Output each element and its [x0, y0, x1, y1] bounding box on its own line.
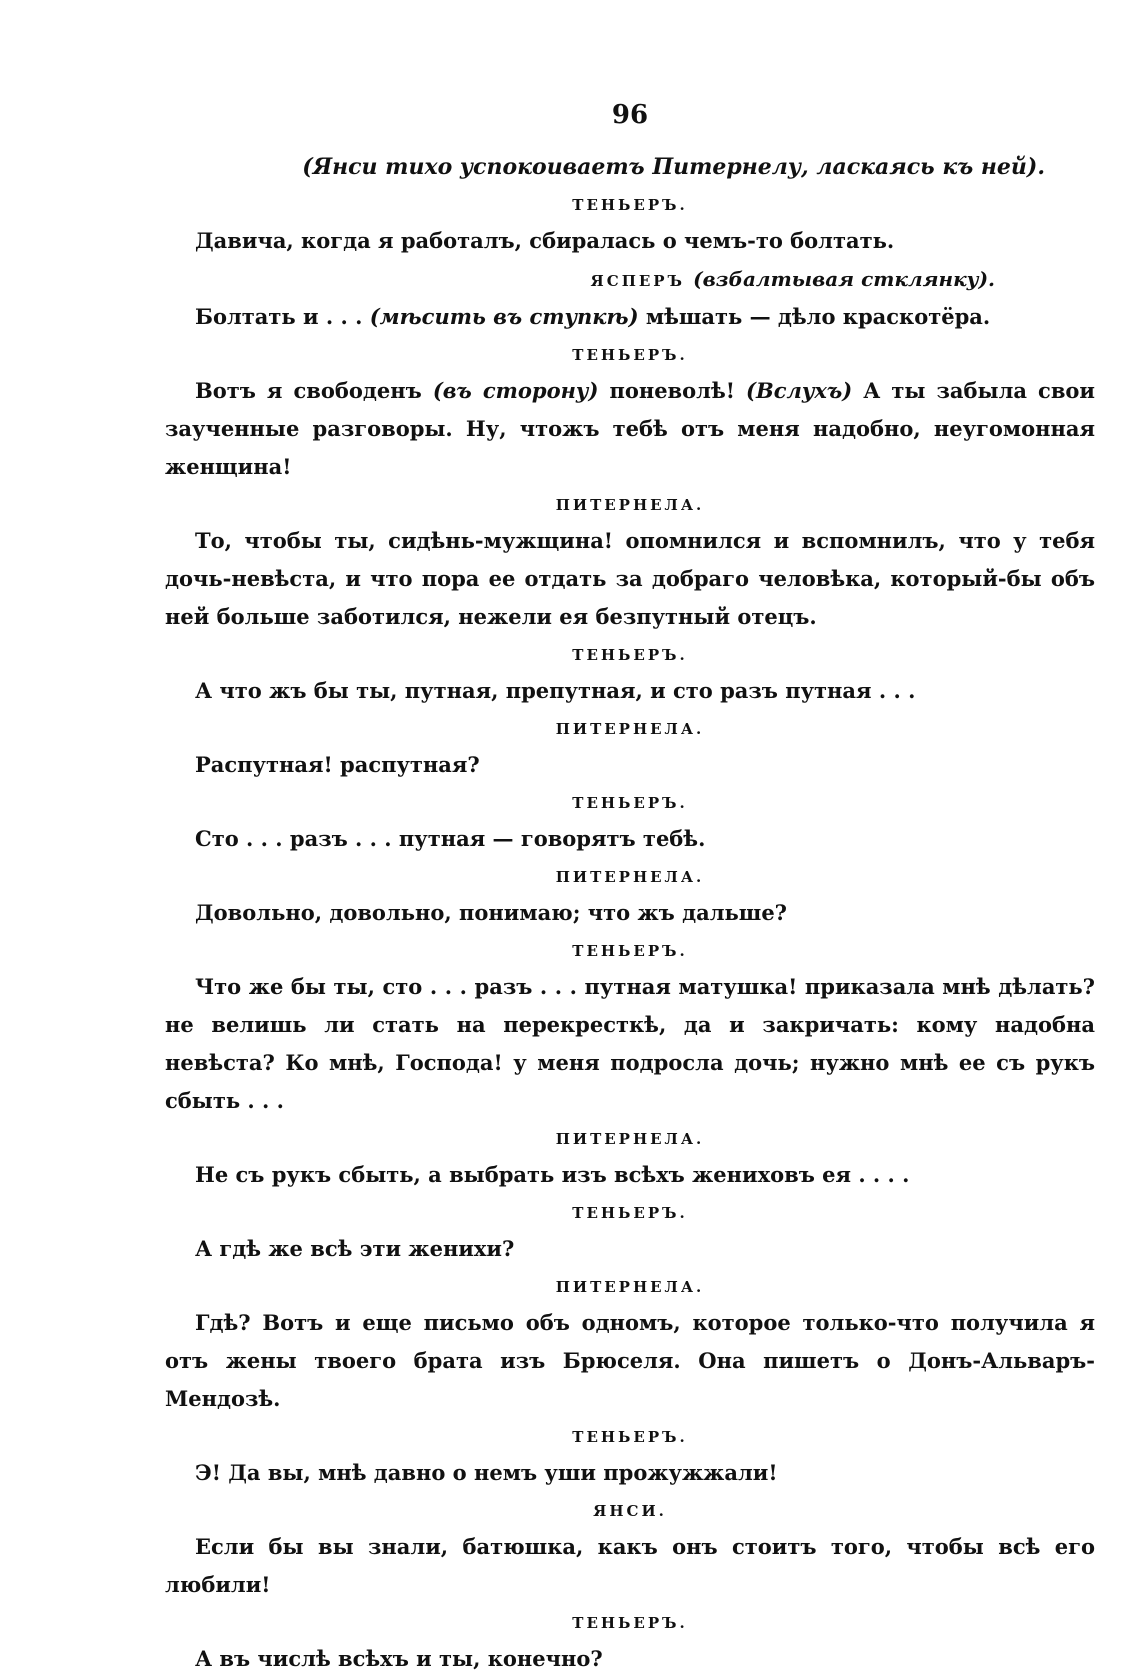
dialogue-line: Гдѣ? Вотъ и еще письмо объ одномъ, которое только-что получила я отъ жены твоего брата изъ Брюселя. Она пишетъ о Донъ-Альваръ-Мендозѣ.: [165, 1310, 1095, 1411]
speaker-name: ПИТЕРНЕЛА.: [555, 868, 705, 886]
dialogue-line: Э! Да вы, мнѣ давно о немъ уши прожужжали!: [195, 1460, 778, 1485]
play-text: [165, 148, 1095, 1678]
dialogue-line: Если бы вы знали, батюшка, какъ онъ стоитъ того, чтобы всѣ его любили!: [165, 1534, 1095, 1597]
dialogue-line: Не съ рукъ сбыть, а выбрать изъ всѣхъ жениховъ ея . . . .: [195, 1162, 910, 1187]
dialogue-line: То, чтобы ты, сидѣнь-мужщина! опомнился и вспомнилъ, что у тебя дочь-невѣста, и что пора ее отдать за добраго человѣка, который-бы объ ней больше заботился, нежели ея безпутный отецъ.: [165, 528, 1095, 629]
dialogue-line: Что же бы ты, сто . . . разъ . . . путная матушка! приказала мнѣ дѣлать? не велишь ли стать на перекресткѣ, да и закричать: кому надобна невѣста? Ко мнѣ, Господа! у меня подросла дочь; нужно мнѣ ее съ рукъ сбыть . . .: [165, 974, 1095, 1113]
speaker-name: ТЕНЬЕРЪ.: [572, 646, 688, 664]
speaker-name: ПИТЕРНЕЛА.: [555, 720, 705, 738]
dialogue-line: А въ числѣ всѣхъ и ты, конечно?: [195, 1646, 603, 1671]
stage-direction: (Янси тихо успокоиваетъ Питернелу, ласкаясь къ ней).: [302, 154, 1045, 180]
speaker-name: ТЕНЬЕРЪ.: [572, 1428, 688, 1446]
speaker-name: ЯНСИ.: [593, 1502, 667, 1520]
speaker-stage-direction: (взбалтывая стклянку).: [693, 267, 995, 291]
page-number: 96: [611, 100, 649, 130]
speaker-name: ЯСПЕРЪ (взбалтывая стклянку).: [590, 267, 995, 291]
speaker-name: ПИТЕРНЕЛА.: [555, 1278, 705, 1296]
dialogue-line: А гдѣ же всѣ эти женихи?: [195, 1236, 515, 1261]
dialogue-line: Вотъ я свободенъ (въ сторону) поневолѣ! (Вслухъ) А ты забыла свои заученные разговоры. Ну, чтожъ тебѣ отъ меня надобно, неугомонная женщина!: [165, 378, 1096, 479]
speaker-name: ТЕНЬЕРЪ.: [572, 346, 688, 364]
dialogue-line: Сто . . . разъ . . . путная — говорятъ тебѣ.: [195, 826, 706, 851]
dialogue-line: Болтать и . . . (мѣсить въ ступкѣ) мѣшать — дѣло краскотёра.: [195, 304, 991, 329]
speaker-name: ПИТЕРНЕЛА.: [555, 496, 705, 514]
dialogue-line: Довольно, довольно, понимаю; что жъ дальше?: [195, 900, 787, 925]
speaker-name: ТЕНЬЕРЪ.: [572, 942, 688, 960]
speaker-name: ТЕНЬЕРЪ.: [572, 1614, 688, 1632]
dialogue-line: Распутная! распутная?: [195, 752, 480, 777]
speaker-name: ПИТЕРНЕЛА.: [555, 1130, 705, 1148]
speaker-name: ТЕНЬЕРЪ.: [572, 196, 688, 214]
dialogue-line: Давича, когда я работалъ, сбиралась о чемъ-то болтать.: [195, 228, 895, 253]
speaker-name: ТЕНЬЕРЪ.: [572, 794, 688, 812]
dialogue-line: А что жъ бы ты, путная, препутная, и сто разъ путная . . .: [195, 678, 916, 703]
book-page: [165, 0, 1095, 1669]
speaker-name: ТЕНЬЕРЪ.: [572, 1204, 688, 1222]
